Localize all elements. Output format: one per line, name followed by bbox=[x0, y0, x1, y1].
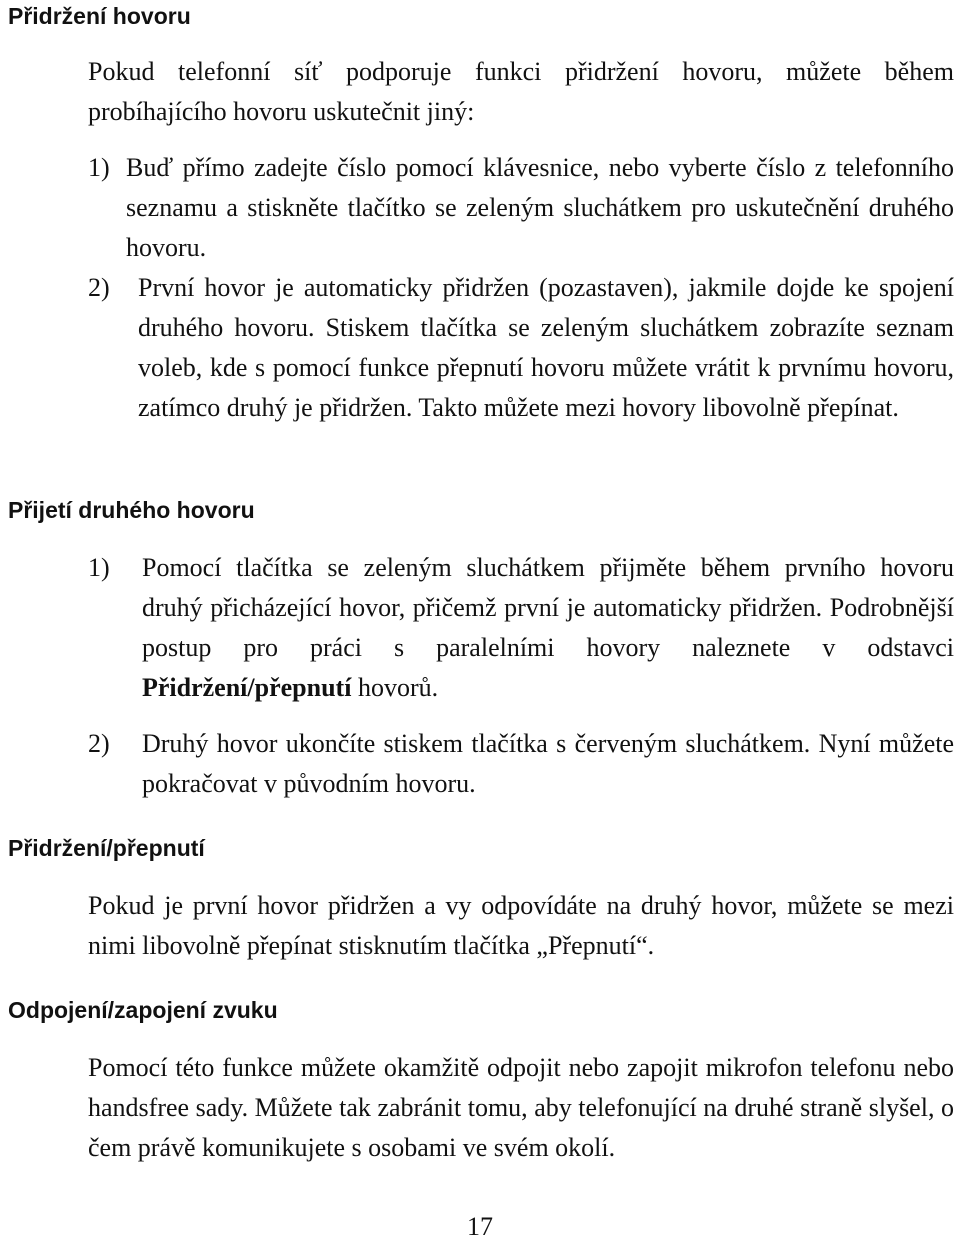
accept-list-item-1 bbox=[88, 548, 954, 708]
hold-list-item-2 bbox=[88, 268, 954, 428]
hold-list-item-1 bbox=[88, 148, 954, 268]
heading-mute: Odpojení/zapojení zvuku bbox=[8, 997, 278, 1023]
list-number: 1) bbox=[88, 553, 110, 582]
hold-intro-paragraph: Pokud telefonní síť podporuje funkci přidržení hovoru, můžete během probíhajícího hovoru uskutečnit jiný: bbox=[88, 57, 954, 126]
list-item-text: Druhý hovor ukončíte stiskem tlačítka s červeným sluchátkem. Nyní můžete pokračovat v původním hovoru. bbox=[142, 729, 954, 798]
page-number: 17 bbox=[467, 1212, 493, 1241]
heading-accept: Přijetí druhého hovoru bbox=[8, 497, 255, 523]
list-number: 2) bbox=[88, 273, 110, 302]
accept-item1-text: Pomocí tlačítka se zeleným sluchátkem přijměte během prvního hovoru druhý přicházející hovor, přičemž první je automaticky přidržen. Podrobnější postup pro práci s paralelními hovory naleznete v odstavci bbox=[142, 553, 954, 662]
heading-hold: Přidržení hovoru bbox=[8, 3, 191, 29]
accept-list-item-2 bbox=[88, 724, 954, 804]
heading-switch: Přidržení/přepnutí bbox=[8, 835, 205, 861]
list-number: 1) bbox=[88, 153, 110, 182]
list-item-text bbox=[88, 548, 954, 708]
list-item-text: Buď přímo zadejte číslo pomocí klávesnice, nebo vyberte číslo z telefonního seznamu a stiskněte tlačítko se zeleným sluchátkem pro uskutečnění druhého hovoru. bbox=[126, 153, 954, 262]
accept-item1-tail: hovorů. bbox=[351, 673, 439, 702]
list-number: 2) bbox=[88, 729, 110, 758]
switch-paragraph: Pokud je první hovor přidržen a vy odpovídáte na druhý hovor, můžete se mezi nimi libovolně přepínat stisknutím tlačítka „Přepnutí“. bbox=[88, 891, 954, 960]
section-reference: Přidržení/přepnutí bbox=[142, 673, 352, 702]
list-item-text: První hovor je automaticky přidržen (pozastaven), jakmile dojde ke spojení druhého hovoru. Stiskem tlačítka se zeleným sluchátkem zobrazíte seznam voleb, kde s pomocí funkce přepnutí hovoru můžete vrátit k prvnímu hovoru, zatímco druhý je přidržen. Takto můžete mezi hovory libovolně přepínat. bbox=[138, 273, 954, 422]
mute-paragraph: Pomocí této funkce můžete okamžitě odpojit nebo zapojit mikrofon telefonu nebo handsfree sady. Můžete tak zabránit tomu, aby telefonující na druhé straně slyšel, o čem právě komunikujete s osobami ve svém okolí. bbox=[88, 1053, 954, 1162]
